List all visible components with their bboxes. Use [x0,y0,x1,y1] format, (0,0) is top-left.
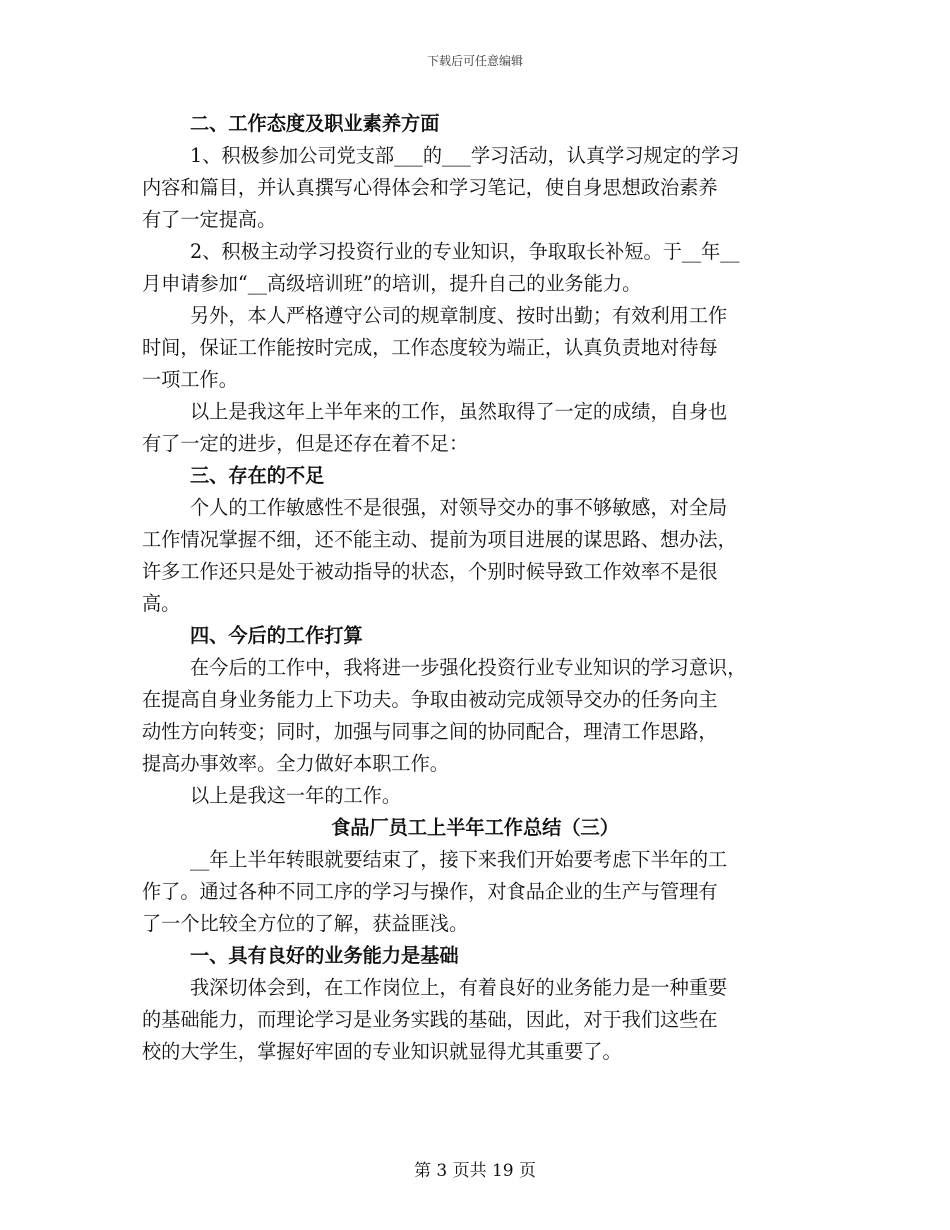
paragraph-line: 在今后的工作中，我将进一步强化投资行业专业知识的学习意识， [190,656,747,679]
paragraph-line: 个人的工作敏感性不是很强，对领导交办的事不够敏感，对全局 [190,496,728,519]
document-body [142,108,808,1068]
paragraph-line: 2、积极主动学习投资行业的专业知识，争取取长补短。于__年__ [190,240,740,263]
section-heading-attitude: 二、工作态度及职业素养方面 [190,112,440,135]
paragraph-line: 了一个比较全方位的了解，获益匪浅。 [142,912,469,935]
document-subtitle: 食品厂员工上半年工作总结（三） [331,816,619,839]
paragraph-line: 提高办事效率。全力做好本职工作。 [142,752,449,775]
paragraph-line: 1、积极参加公司党支部___的___学习活动，认真学习规定的学习 [190,144,740,167]
page-number: 第 3 页共 19 页 [413,1161,537,1181]
paragraph-line: 时间，保证工作能按时完成，工作态度较为端正，认真负责地对待每 [142,336,718,359]
paragraph-line: __年上半年转眼就要结束了，接下来我们开始要考虑下半年的工 [190,848,728,871]
section-heading-plans: 四、今后的工作打算 [190,624,363,647]
paragraph-line: 校的大学生，掌握好牢固的专业知识就显得尤其重要了。 [142,1040,622,1063]
paragraph-line: 内容和篇目，并认真撰写心得体会和学习笔记，使自身思想政治素养 [142,176,718,199]
paragraph-line: 一项工作。 [142,368,238,391]
paragraph-line: 月申请参加“__高级培训班”的培训，提升自己的业务能力。 [142,272,642,295]
section-heading-business-ability: 一、具有良好的业务能力是基础 [190,944,459,967]
paragraph-line: 许多工作还只是处于被动指导的状态，个别时候导致工作效率不是很 [142,560,718,583]
paragraph-line: 高。 [142,592,181,615]
page-header: 下载后可任意编辑 [426,54,523,68]
paragraph-line: 以上是我这一年的工作。 [190,784,402,807]
paragraph-line: 工作情况掌握不细，还不能主动、提前为项目进展的谋思路、想办法， [142,528,737,551]
section-heading-shortcomings: 三、存在的不足 [190,464,325,487]
paragraph-line: 我深切体会到，在工作岗位上，有着良好的业务能力是一种重要 [190,976,728,999]
paragraph-line: 作了。通过各种不同工序的学习与操作，对食品企业的生产与管理有 [142,880,718,903]
paragraph-line: 动性方向转变；同时，加强与同事之间的协同配合，理清工作思路， [142,720,718,743]
paragraph-line: 另外，本人严格遵守公司的规章制度、按时出勤；有效利用工作 [190,304,728,327]
paragraph-line: 有了一定的进步，但是还存在着不足： [142,432,469,455]
paragraph-line: 以上是我这年上半年来的工作，虽然取得了一定的成绩，自身也 [190,400,728,423]
paragraph-line: 有了一定提高。 [142,208,277,231]
paragraph-line: 在提高自身业务能力上下功夫。争取由被动完成领导交办的任务向主 [142,688,718,711]
paragraph-line: 的基础能力，而理论学习是业务实践的基础，因此，对于我们这些在 [142,1008,718,1031]
